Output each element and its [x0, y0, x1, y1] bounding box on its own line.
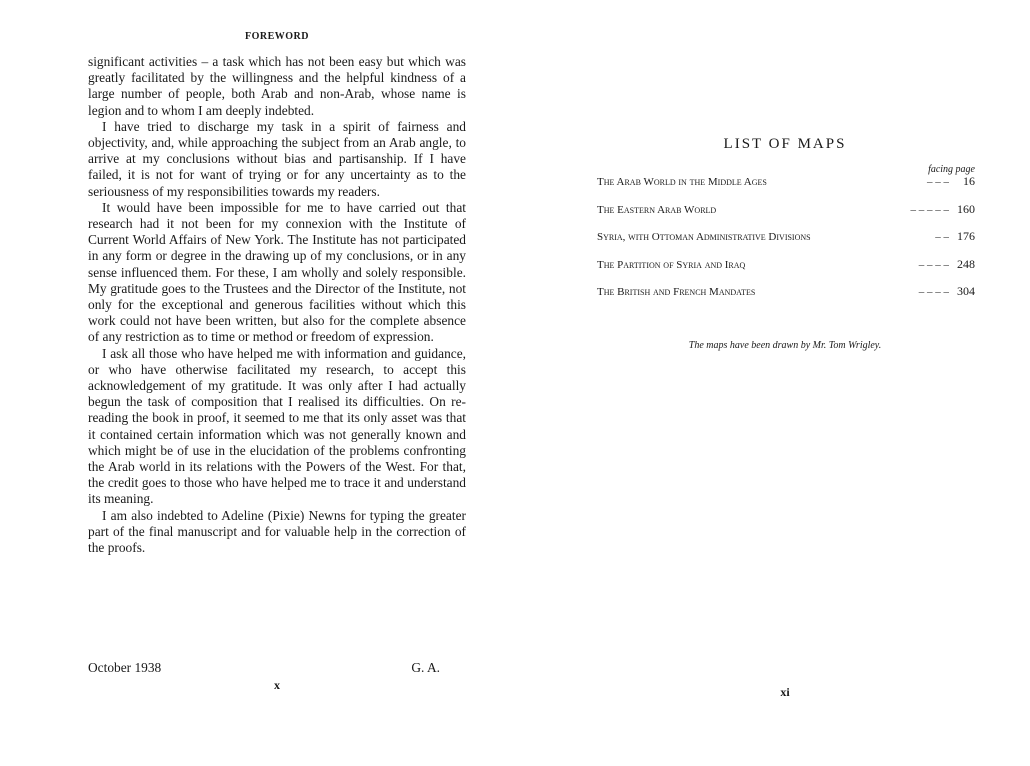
signoff-date: October 1938 — [88, 660, 162, 675]
leader-dashes: – – – – – — [910, 203, 949, 216]
paragraph-5: I am also indebted to Adeline (Pixie) Newns for typing the greater part of the final manuscript and for valuable help in the correction of the proofs. — [88, 507, 466, 556]
right-page — [515, 0, 1030, 766]
leader-dashes: – – – — [927, 176, 949, 188]
map-title: The Arab World in the Middle Ages — [597, 176, 767, 188]
map-entry — [597, 174, 975, 202]
paragraph-4: I ask all those who have helped me with information and guidance, or who have otherwise facilitated my research, to accept this acknowledgement of my gratitude. It was only after I had actually begun the task of composition that I realised its difficulties. On re-reading the book in proof, it seemed to me that its only asset was that it contained certain information which was not generally known and which might be of use in the elucidation of the problems confronting the Arab world in its relations with the Powers of the West. For that, the credit goes to those who have helped me to trace it and understand its meaning. — [88, 345, 466, 507]
foreword-body — [88, 54, 466, 556]
page-number-left: x — [274, 678, 280, 692]
paragraph-3: It would have been impossible for me to have carried out that research had it not been for my connexion with the Institute of Current World Affairs of New York. The Institute has not participated in any form or degree in the drawing up of my conclusions, or in any sense influenced them. For these, I am wholly and solely responsible. My gratitude goes to the Trustees and the Director of the Institute, not only for the exceptional and generous facilities without which this work could not have been written, but also for the complete absence of any restriction as to time or method or freedom of expression. — [88, 199, 466, 345]
list-of-maps-title: LIST OF MAPS — [723, 136, 847, 152]
map-page-number: 248 — [957, 256, 975, 271]
leader-dashes: – – — [935, 231, 949, 243]
map-page-number: 160 — [957, 201, 975, 216]
paragraph-1: significant activities – a task which has not been easy but which was greatly facilitated by the willingness and the helpful kindness of a large number of people, both Arab and non-Arab, whose name is legion and to whom I am deeply indebted. — [88, 54, 466, 118]
map-entry — [597, 257, 975, 285]
leader-dashes: – – – – — [918, 258, 949, 271]
map-entry — [597, 284, 975, 312]
map-entry — [597, 202, 975, 230]
maps-list — [597, 174, 975, 312]
map-title: Syria, with Ottoman Administrative Divisions — [597, 231, 811, 243]
leader-dashes: – – – – — [918, 286, 949, 298]
map-page-number: 304 — [957, 284, 975, 298]
map-title: The Eastern Arab World — [597, 203, 717, 216]
facing-page-label: facing page — [928, 164, 975, 175]
map-title: The Partition of Syria and Iraq — [597, 258, 746, 271]
map-title: The British and French Mandates — [597, 286, 756, 298]
map-entry — [597, 229, 975, 257]
map-page-number: 16 — [963, 174, 975, 188]
maps-credit-note: The maps have been drawn by Mr. Tom Wrigley. — [688, 340, 882, 351]
running-head: FOREWORD — [245, 31, 309, 42]
signoff — [88, 660, 440, 676]
signoff-initials: G. A. — [411, 660, 440, 675]
paragraph-2: I have tried to discharge my task in a spirit of fairness and objectivity, and, while approaching the subject from an Arab angle, to arrive at my conclusions without bias and partisanship. If I have failed, it is not for want of trying or for any uncertainty as to the seriousness of my responsibilities towards my readers. — [88, 118, 466, 199]
map-page-number: 176 — [957, 229, 975, 243]
page-number-right: xi — [780, 685, 790, 699]
